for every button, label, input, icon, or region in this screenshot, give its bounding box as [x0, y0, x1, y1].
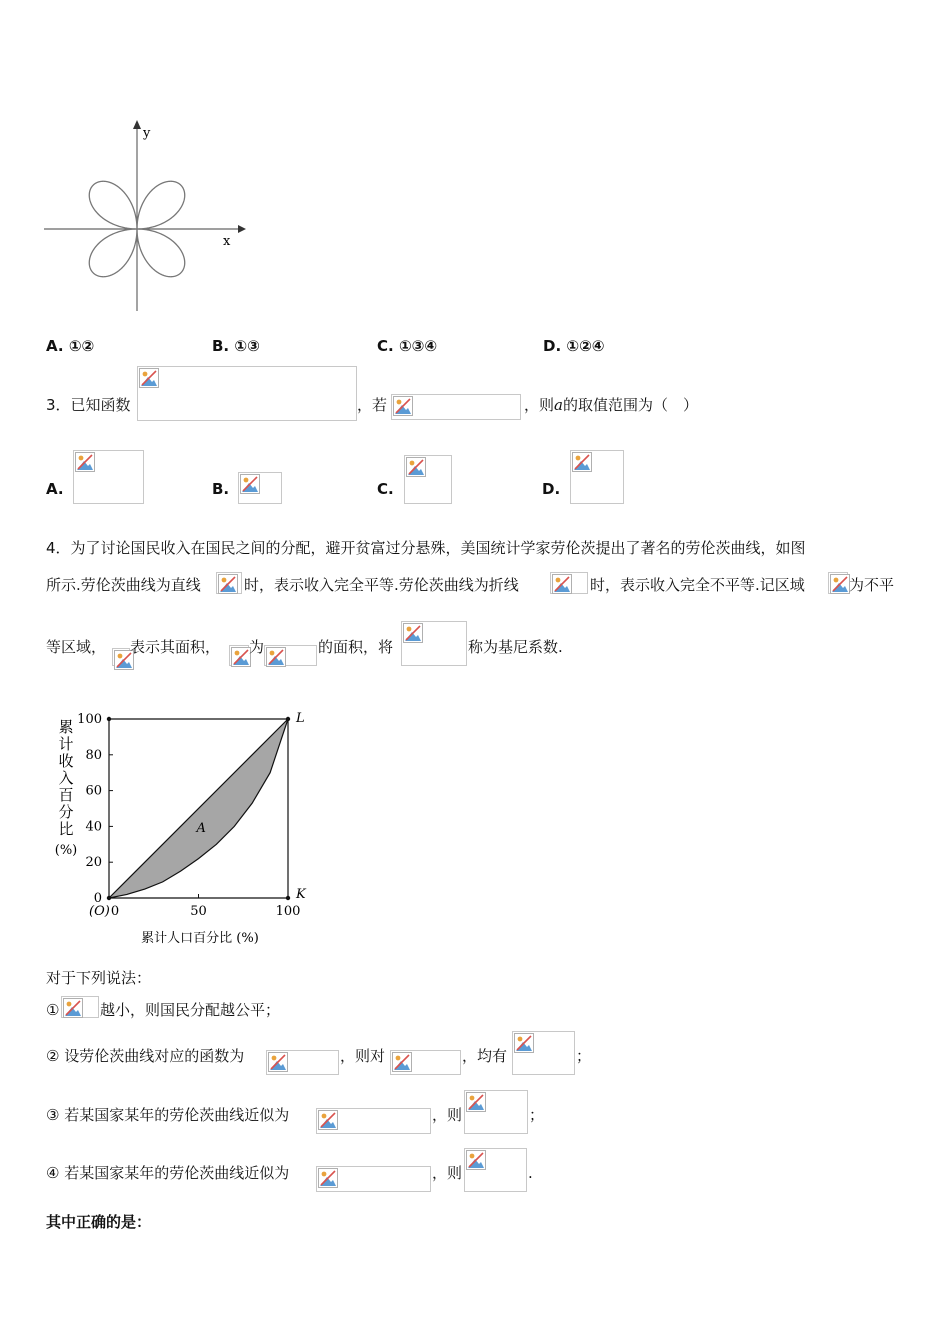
- y-axis-label: y: [143, 126, 151, 141]
- broken-image-formula: [828, 572, 848, 594]
- broken-image-formula: [264, 645, 317, 666]
- y-tick-label: 100: [77, 712, 102, 727]
- y-axis-label-char: 百: [58, 786, 74, 804]
- broken-image-option: [238, 472, 282, 504]
- statement-1-b: 越小，则国民分配越公平；: [100, 1001, 281, 1019]
- q2-option-a: A. ①②: [46, 337, 95, 355]
- q3-option-c: C.: [377, 480, 394, 498]
- broken-image-option: [404, 455, 452, 504]
- q2-option-c: C. ①③④: [377, 337, 438, 355]
- q4-line-3-a: 等区域，: [46, 638, 107, 656]
- q2-option-b: B. ①③: [212, 337, 260, 355]
- broken-image-formula: [229, 645, 249, 666]
- origin-label: (O): [89, 904, 110, 919]
- statement-2-a: ② 设劳伦茨曲线对应的函数为: [46, 1047, 245, 1065]
- broken-image-formula: [61, 996, 99, 1018]
- broken-image-formula: [512, 1031, 575, 1075]
- x-axis-arrow: [238, 225, 246, 233]
- region-a: [109, 719, 288, 898]
- q4-line-3-c: 为: [249, 638, 265, 656]
- x-tick-label: 100: [275, 904, 301, 919]
- x-axis-label: x: [223, 234, 231, 249]
- point-l: [286, 717, 290, 721]
- broken-image-formula: [137, 366, 357, 421]
- statement-4-a: ④ 若某国家某年的劳伦茨曲线近似为: [46, 1164, 290, 1182]
- q4-line-2-b: 时，表示收入完全平等.劳伦茨曲线为折线: [244, 576, 519, 594]
- q2-option-d: D. ①②④: [543, 337, 605, 355]
- statement-2-c: ，均有: [462, 1047, 508, 1065]
- q4-line-2-c: 时，表示收入完全不平等.记区域: [590, 576, 805, 594]
- point-l-label: L: [296, 711, 305, 726]
- statement-2-d: ；: [576, 1047, 592, 1065]
- broken-image-formula: [266, 1050, 339, 1075]
- q4-line-3-d: 的面积，将: [318, 638, 394, 656]
- broken-image-option: [73, 450, 144, 504]
- region-a-label: A: [196, 820, 206, 836]
- broken-image-formula: [464, 1148, 527, 1192]
- q4-line-3-b: 表示其面积，: [130, 638, 221, 656]
- broken-image-formula: [391, 394, 521, 420]
- q3-prefix: 3．已知函数: [46, 396, 131, 414]
- y-axis-label-char: 分: [58, 803, 74, 821]
- lorenz-curve-chart: [40, 702, 320, 952]
- y-axis-label-char: 比: [58, 820, 74, 838]
- statements-outro: 其中正确的是：: [46, 1213, 152, 1231]
- y-axis-arrow: [133, 120, 141, 129]
- y-axis-label-char: 计: [58, 735, 74, 753]
- x-tick-label: 50: [190, 904, 207, 919]
- y-axis-label-char: 入: [58, 769, 74, 787]
- y-tick-label: 60: [85, 783, 102, 799]
- broken-image-formula: [316, 1108, 431, 1134]
- broken-image-formula: [112, 648, 130, 666]
- y-tick-label: 20: [85, 855, 102, 871]
- y-tick-label: 80: [85, 747, 102, 763]
- statement-1-a: ①: [46, 1001, 60, 1019]
- y-tick-label: 40: [85, 819, 102, 835]
- q4-line-1: 4．为了讨论国民收入在国民之间的分配，避开贫富过分悬殊，美国统计学家劳伦茨提出了著名的劳伦茨曲线，如图: [46, 539, 806, 557]
- broken-image-formula: [316, 1166, 431, 1192]
- y-axis-label: [58, 718, 73, 838]
- point-k-label: K: [296, 887, 306, 902]
- statement-3-a: ③ 若某国家某年的劳伦茨曲线近似为: [46, 1106, 290, 1124]
- y-axis-label-unit: (%): [54, 843, 78, 858]
- q3-option-b: B.: [212, 480, 230, 498]
- y-tick-label: 0: [93, 891, 102, 906]
- statement-4-c: .: [528, 1164, 533, 1182]
- x-axis-label: 累计人口百分比 (%): [141, 931, 259, 946]
- y-tick-labels: [77, 712, 113, 906]
- statement-2-b: ，则对: [340, 1047, 386, 1065]
- broken-image-formula: [390, 1050, 461, 1075]
- q4-line-3-e: 称为基尼系数.: [468, 638, 563, 656]
- statements-intro: 对于下列说法：: [46, 969, 152, 987]
- broken-image-formula: [550, 572, 588, 594]
- y-axis-label-char: 累: [58, 718, 74, 736]
- broken-image-formula: [464, 1090, 528, 1134]
- rose-curve-figure: [40, 115, 255, 315]
- broken-image-formula: [216, 572, 242, 594]
- statement-3-b: ，则: [432, 1106, 463, 1124]
- q3-suffix: ，则a的取值范围为（ ）: [524, 396, 698, 414]
- q3-option-a: A.: [46, 480, 64, 498]
- q3-mid: ，若: [357, 396, 388, 414]
- q4-line-2-d: 为不平: [849, 576, 895, 594]
- x-tick-label: 0: [110, 904, 120, 919]
- broken-image-formula: [401, 621, 467, 666]
- broken-image-option: [570, 450, 624, 504]
- y-axis-label-char: 收: [58, 752, 74, 770]
- q3-option-d: D.: [542, 480, 561, 498]
- q4-line-2-a: 所示.劳伦茨曲线为直线: [46, 576, 201, 594]
- statement-3-c: ；: [529, 1106, 545, 1124]
- statement-4-b: ，则: [432, 1164, 463, 1182]
